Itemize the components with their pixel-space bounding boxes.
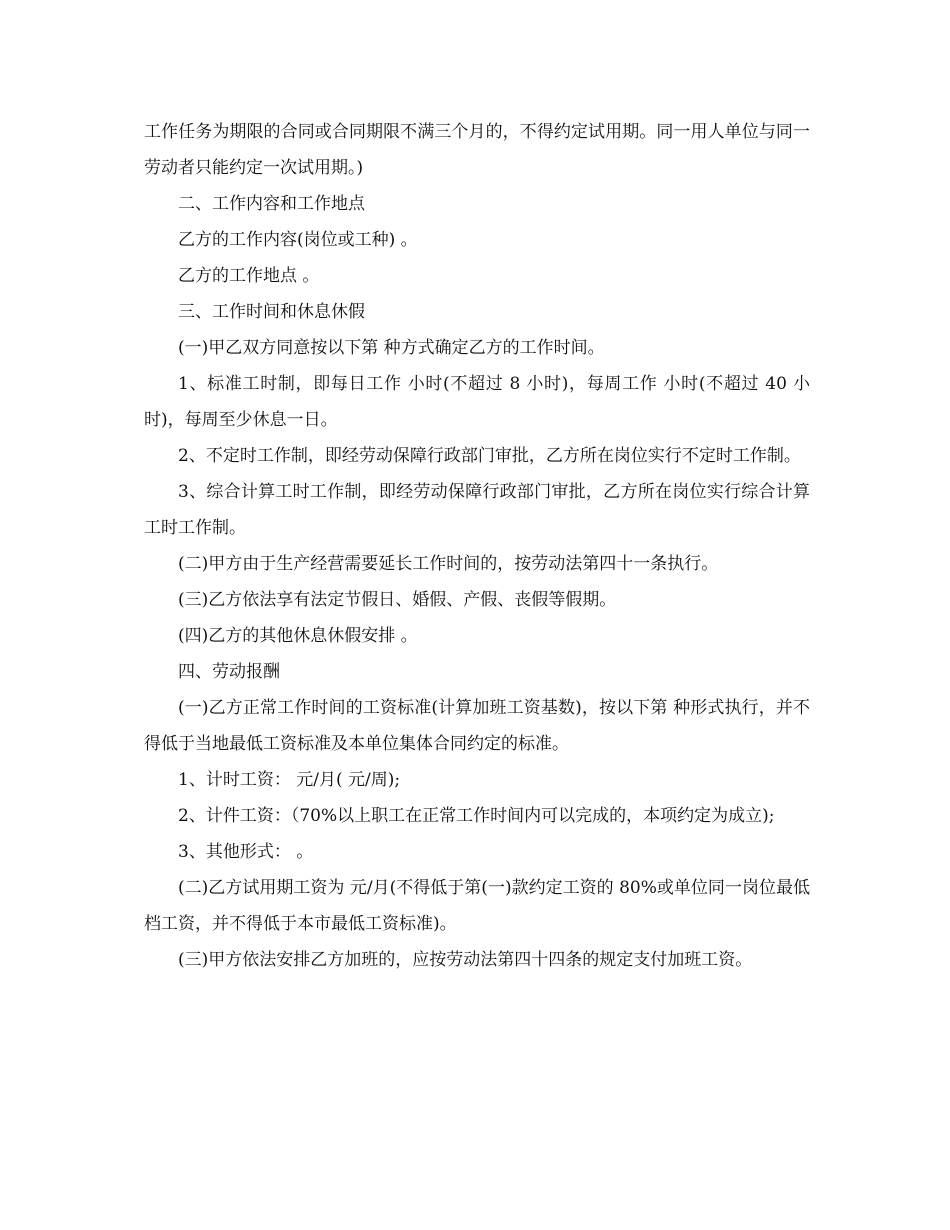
paragraph-probation-wage: (二)乙方试用期工资为 元/月(不得低于第(一)款约定工资的 80%或单位同一岗位最低档工资，并不得低于本市最低工资标准)。 xyxy=(144,878,810,934)
heading-work-content: 二、工作内容和工作地点 xyxy=(178,194,365,214)
heading-remuneration: 四、劳动报酬 xyxy=(178,662,280,682)
paragraph-trial-period-note: 工作任务为期限的合同或合同期限不满三个月的，不得约定试用期。同一用人单位与同一劳动者只能约定一次试用期。) xyxy=(144,122,810,178)
paragraph-standard-hours: 1、标准工时制，即每日工作 小时(不超过 8 小时)，每周工作 小时(不超过 40 小时)，每周至少休息一日。 xyxy=(144,374,810,430)
paragraph-hours-agreement: (一)甲乙双方同意按以下第 种方式确定乙方的工作时间。 xyxy=(178,338,605,358)
document-body xyxy=(144,114,810,978)
heading-work-hours: 三、工作时间和休息休假 xyxy=(178,302,365,322)
paragraph-other-wage: 3、其他形式： 。 xyxy=(178,842,314,862)
paragraph-other-leave: (四)乙方的其他休息休假安排 。 xyxy=(178,626,418,646)
paragraph-piece-wage: 2、计件工资：（70%以上职工在正常工作时间内可以完成的，本项约定为成立); xyxy=(178,806,775,826)
paragraph-overtime-extension: (二)甲方由于生产经营需要延长工作时间的，按劳动法第四十一条执行。 xyxy=(178,554,719,574)
paragraph-statutory-holidays: (三)乙方依法享有法定节假日、婚假、产假、丧假等假期。 xyxy=(178,590,617,610)
paragraph-work-content: 乙方的工作内容(岗位或工种) 。 xyxy=(178,230,418,250)
paragraph-overtime-pay: (三)甲方依法安排乙方加班的，应按劳动法第四十四条的规定支付加班工资。 xyxy=(178,950,753,970)
paragraph-flexible-hours: 2、不定时工作制，即经劳动保障行政部门审批，乙方所在岗位实行不定时工作制。 xyxy=(178,446,801,466)
paragraph-work-location: 乙方的工作地点 。 xyxy=(178,266,320,286)
paragraph-time-wage: 1、计时工资： 元/月( 元/周); xyxy=(178,770,401,790)
paragraph-wage-standard: (一)乙方正常工作时间的工资标准(计算加班工资基数)，按以下第 种形式执行，并不得低于当地最低工资标准及本单位集体合同约定的标准。 xyxy=(144,698,810,754)
paragraph-comprehensive-hours: 3、综合计算工时工作制，即经劳动保障行政部门审批，乙方所在岗位实行综合计算工时工作制。 xyxy=(144,482,810,538)
